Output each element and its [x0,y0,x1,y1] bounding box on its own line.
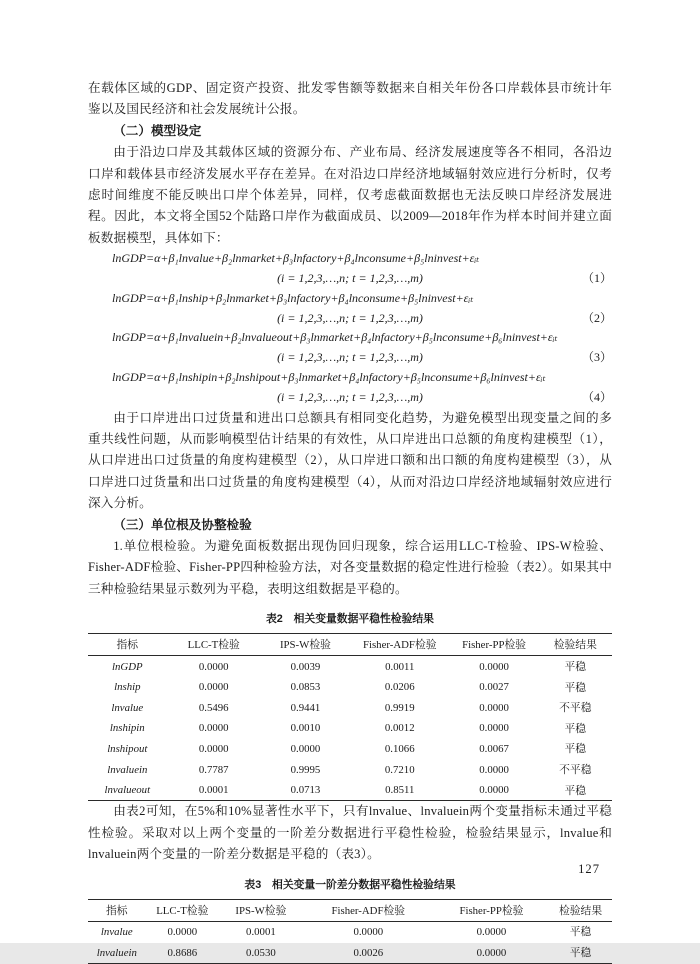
table-header-cell: 检验结果 [549,899,612,921]
table-cell: 0.0011 [385,660,415,673]
page-number: 127 [578,862,600,876]
table-row [88,677,612,698]
table-cell: lnshipin [109,722,145,735]
table-cell: 0.0000 [479,763,509,776]
table-row [88,780,612,801]
table-cell: 0.0001 [198,784,229,797]
equation-formula: lnGDP=α+β₁lnvalue+β₂lnmarket+β₃lnfactory+β₄lnconsume+β₅lninvest+εᵢₜ [112,251,480,266]
table-caption: 表2 相关变量数据平稳性检验结果 [266,613,434,626]
table-cell: 0.0000 [198,681,229,694]
table-cell: 平稳 [569,926,592,939]
table-cell: lnvaluein [107,763,148,776]
equation-formula: lnGDP=α+β₁lnship+β₂lnmarket+β₃lnfactory+β₄lnconsume+β₅lninvest+εᵢₜ [112,290,474,305]
table-cell: 0.0027 [479,681,509,694]
equation-condition: (i = 1,2,3,…,n; t = 1,2,3,…,m) [277,310,423,325]
table-cell: 0.0010 [290,722,321,735]
table-cell: 0.0206 [384,681,415,694]
table-cell: 0.0000 [167,925,198,938]
table-cell: 平稳 [564,681,587,694]
equation-condition: (i = 1,2,3,…,n; t = 1,2,3,…,m) [277,350,423,365]
paragraph-unit-root-test: 1.单位根检验。为避免面板数据出现伪回归现象，综合运用LLC-T检验、IPS-W检验、Fisher-ADF检验、Fisher-PP四种检验方法，对各变量数据的稳定性进行检验（表2）。如果其中三种检验结果显示数列为平稳，表明这组数据是平稳的。 [88,539,612,596]
table3-section [88,877,612,964]
table-cell: lnship [114,681,141,694]
table2-section [88,611,612,801]
equation-condition-line [88,309,612,329]
section-heading-unit-root: （三）单位根及协整检验 [113,517,252,532]
table-cell: 0.0000 [198,660,229,673]
table-header-cell: Fisher-PP检验 [434,899,549,921]
table-cell: lnvalueout [104,784,151,797]
equation-condition: (i = 1,2,3,…,n; t = 1,2,3,…,m) [277,271,423,286]
table-cell: 0.9919 [384,701,415,714]
table-header-cell: Fisher-PP检验 [450,634,539,656]
paragraph-equation-discussion: 由于口岸进出口过货量和进出口总额具有相同变化趋势，为避免模型出现变量之间的多重共线性问题，从而影响模型估计结果的有效性，从口岸进出口总额的角度构建模型（1），从口岸进出口过货量的角度构建模型（2），从口岸进口额和出口额的角度构建模型（3），从口岸进口过货量和出口过货量的角度构建模型（4），从而对沿边口岸经济地域辐射效应进行深入分析。 [88,410,612,511]
equation-number: （4） [581,389,612,404]
table-header-row [88,634,612,656]
paragraph-model-setup: 由于沿边口岸及其载体区域的资源分布、产业布局、经济发展速度等各不相同，各沿边口岸和载体县市经济发展水平存在差异。在对沿边口岸经济地域辐射效应进行分析时，仅考虑时间维度不能反映出口岸个体差异，同样，仅考虑截面数据也无法反映口岸经济发展进程。因此，本文将全国52个陆路口岸作为截面成员、以2009—2018年作为样本时间并建立面板数据模型，具体如下： [88,145,612,245]
table-row [88,759,612,780]
equation-formula: lnGDP=α+β₁lnvaluein+β₂lnvalueout+β₃lnmarket+β₄lnfactory+β₅lnconsume+β₆lninvest+εᵢₜ [112,330,558,345]
table-cell: 0.8686 [167,946,198,959]
table-header-row [88,899,612,921]
table-cell: lnshipout [107,742,148,755]
table-cell: 平稳 [564,743,587,756]
equation-condition: (i = 1,2,3,…,n; t = 1,2,3,…,m) [277,389,423,404]
table-cell: 0.0026 [353,946,384,959]
table-cell: 0.0000 [290,742,321,755]
table-cell: 0.0000 [198,722,229,735]
table-header-cell: 指标 [88,634,167,656]
stationarity-test-table [88,633,612,801]
table-cell: 0.0000 [476,925,507,938]
section-heading-model-setup: （二）模型设定 [113,123,202,138]
equation-condition-line [88,269,612,289]
equation-condition-line [88,388,612,408]
table-cell: 0.0000 [479,784,509,797]
table-cell: 平稳 [564,661,587,674]
table-cell: 0.8511 [385,784,415,797]
table-row [88,942,612,963]
paragraph-data-sources-continuation: 在载体区域的GDP、固定资产投资、批发零售额等数据来自相关年份各口岸载体县市统计年鉴以及国民经济和社会发展统计公报。 [88,81,612,117]
table-cell: 0.9441 [290,701,321,714]
table-cell: 0.0000 [353,925,384,938]
table-row [88,656,612,677]
table-cell: 0.0067 [479,742,509,755]
table-cell: lnvalue [111,701,144,714]
table-cell: 0.0001 [246,925,276,938]
table-cell: 0.5496 [198,701,229,714]
table-header-cell: Fisher-ADF检验 [350,634,450,656]
table-cell: 0.0000 [479,660,509,673]
equation-formula: lnGDP=α+β₁lnshipin+β₂lnshipout+β₃lnmarket+β₄lnfactory+β₅lnconsume+β₆lninvest+εᵢₜ [112,370,546,385]
table-cell: 0.0713 [290,784,321,797]
table-cell: 平稳 [569,947,592,960]
table-cell: lnvaluein [96,946,137,959]
table-cell: 0.0000 [479,701,509,714]
table-cell: lnvalue [100,925,133,938]
paragraph-table2-discussion: 由表2可知，在5%和10%显著性水平下，只有lnvalue、lnvaluein两个变量指标未通过平稳性检验。采取对以上两个变量的一阶差分数据进行平稳性检验，检验结果显示，lnvalue和lnvaluein两个变量的一阶差分数据是平稳的（表3）。 [88,804,612,862]
table-cell: 0.0000 [198,742,229,755]
equation-condition-line [88,348,612,368]
table-header-cell: 指标 [88,899,146,921]
table-cell: 0.1066 [384,742,415,755]
table-cell: 平稳 [564,722,587,735]
table-cell: 0.9995 [290,763,321,776]
equation-number: （1） [581,271,612,286]
table-cell: 平稳 [564,784,587,797]
table-cell: 不平稳 [559,702,592,715]
table-cell: 0.7210 [384,763,415,776]
table-row [88,739,612,760]
table-header-cell: IPS-W检验 [261,634,350,656]
equation-number: （3） [581,350,612,365]
table-header-cell: 检验结果 [539,634,612,656]
table-cell: 0.0000 [479,722,509,735]
table-cell: 不平稳 [559,764,592,777]
table-cell: 0.0012 [384,722,415,735]
table-row [88,718,612,739]
table-cell: 0.0530 [246,946,276,959]
table-cell: 0.7787 [198,763,229,776]
table-cell: lnGDP [112,660,143,673]
table-cell: 0.0039 [290,660,321,673]
table-caption: 表3 相关变量一阶差分数据平稳性检验结果 [244,878,456,891]
table-header-cell: LLC-T检验 [167,634,261,656]
first-difference-test-table [88,899,612,964]
table-cell: 0.0853 [290,681,321,694]
table-header-cell: IPS-W检验 [219,899,303,921]
equation-block [88,249,612,407]
table-row [88,697,612,718]
table-row [88,921,612,942]
table-header-cell: Fisher-ADF检验 [303,899,434,921]
equation-number: （2） [581,310,612,325]
table-cell: 0.0000 [476,946,507,959]
table-header-cell: LLC-T检验 [146,899,219,921]
